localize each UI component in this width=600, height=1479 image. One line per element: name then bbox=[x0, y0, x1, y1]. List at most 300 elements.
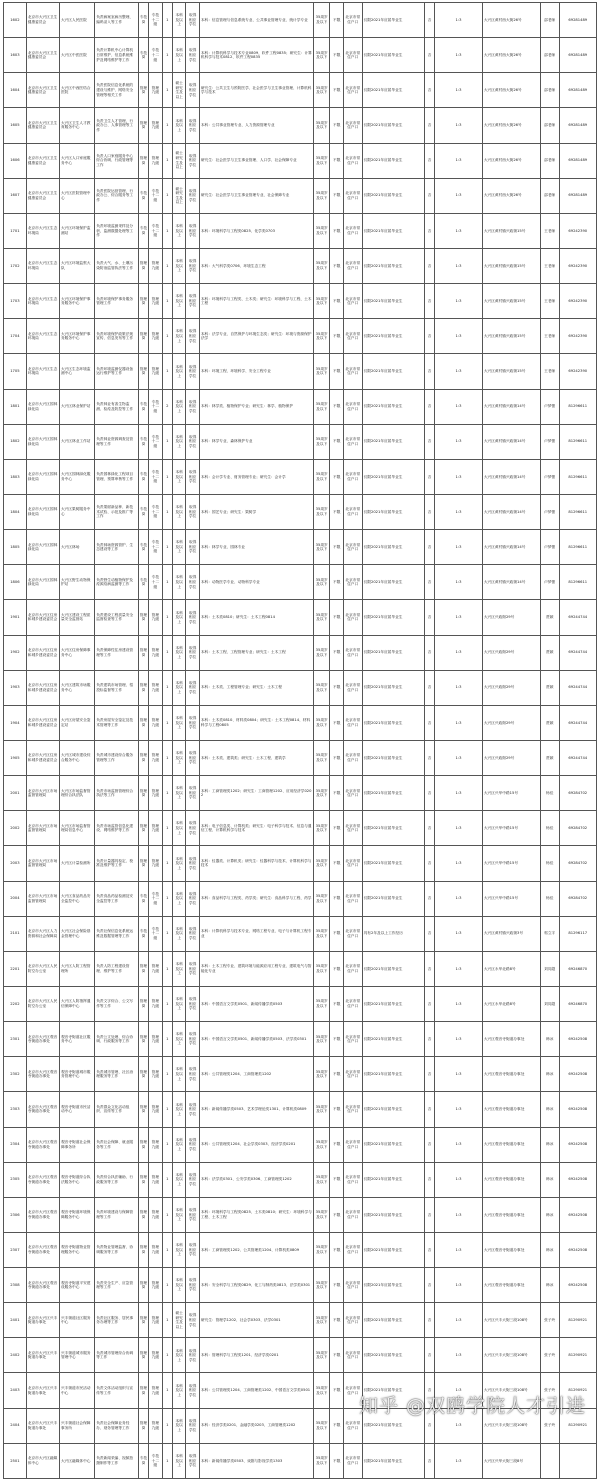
cell-deg: 取得相应学位 bbox=[186, 1268, 199, 1303]
cell-other: 仅限2021年应届毕业生 bbox=[362, 600, 424, 635]
cell-level: 专技十二级 bbox=[149, 1443, 162, 1478]
cell-dept: 大兴区融媒体中心 bbox=[59, 1443, 94, 1478]
cell-addr: 大兴区黄村镇兴政街15号 bbox=[482, 248, 540, 283]
table-row bbox=[4, 846, 597, 881]
cell-unit: 北京市大兴区兴丰街道办事处 bbox=[26, 1373, 59, 1408]
cell-dept: 大兴区食品药品安全监控中心 bbox=[59, 881, 94, 916]
cell-contact: 韩冰 bbox=[540, 1162, 559, 1197]
cell-phone: 69242508 bbox=[559, 1057, 596, 1092]
cell-deg: 取得相应学位 bbox=[186, 811, 199, 846]
cell-level: 管理九级 bbox=[149, 1022, 162, 1057]
cell-unit: 北京市大兴区观音寺街道办事处 bbox=[26, 1197, 59, 1232]
cell-major: 本科：中国语言文学类0501、新闻传播学类0503、法学类0301 bbox=[199, 1022, 313, 1057]
cell-unit: 北京市大兴区卫生健康委员会 bbox=[26, 143, 59, 178]
cell-type: 管理岗 bbox=[138, 951, 148, 986]
cell-phone: 69284702 bbox=[559, 881, 596, 916]
cell-exam: 否 bbox=[424, 1373, 434, 1408]
cell-hukou: 北京市常住户口 bbox=[343, 1338, 362, 1373]
cell-major: 本科：林学专业、园林专业 bbox=[199, 530, 313, 565]
cell-other: 仅限2021年应届毕业生 bbox=[362, 530, 424, 565]
cell-pol: 不限 bbox=[330, 776, 343, 811]
cell-contact: 邵老师 bbox=[540, 38, 559, 73]
table-row bbox=[4, 705, 597, 740]
cell-deg: 取得相应学位 bbox=[186, 670, 199, 705]
cell-duty: 负责环境监测采样及分析，监测数据处理等工作 bbox=[95, 213, 139, 248]
cell-exam: 否 bbox=[424, 319, 434, 354]
cell-pol: 不限 bbox=[330, 143, 343, 178]
cell-deg: 取得相应学位 bbox=[186, 1022, 199, 1057]
cell-hukou: 北京市常住户口 bbox=[343, 1408, 362, 1443]
cell-contact: 杨佳 bbox=[540, 846, 559, 881]
cell-code: 2401 bbox=[4, 1303, 27, 1338]
cell-phone: 69244744 bbox=[559, 670, 596, 705]
cell-type: 管理岗 bbox=[138, 1057, 148, 1092]
cell-contact: 杨佳 bbox=[540, 811, 559, 846]
cell-code: 1904 bbox=[4, 705, 27, 740]
cell-hukou: 北京市常住户口 bbox=[343, 248, 362, 283]
cell-deg: 取得相应学位 bbox=[186, 424, 199, 459]
cell-age: 35周岁及以下 bbox=[313, 213, 330, 248]
cell-type: 管理岗 bbox=[138, 846, 148, 881]
cell-contact: 贾颖 bbox=[540, 635, 559, 670]
cell-exam: 否 bbox=[424, 1092, 434, 1127]
cell-duty: 负责野生动植物保护及疫源疫病监测等工作 bbox=[95, 565, 139, 600]
cell-other: 仅限2021年应届毕业生 bbox=[362, 1408, 424, 1443]
cell-level: 管理九级 bbox=[149, 354, 162, 389]
cell-code: 1803 bbox=[4, 459, 27, 494]
cell-edu: 本科及以上 bbox=[172, 319, 185, 354]
cell-other: 仅限2021年应届毕业生 bbox=[362, 1268, 424, 1303]
cell-contact: 贾颖 bbox=[540, 600, 559, 635]
cell-level: 管理九级 bbox=[149, 1197, 162, 1232]
cell-type: 专技岗 bbox=[138, 494, 148, 529]
cell-exam: 否 bbox=[424, 811, 434, 846]
cell-hukou: 北京市常住户口 bbox=[343, 1022, 362, 1057]
cell-contact: 卢梦蕾 bbox=[540, 530, 559, 565]
cell-n: 1 bbox=[162, 811, 172, 846]
cell-age: 35周岁及以下 bbox=[313, 1232, 330, 1267]
cell-n: 1 bbox=[162, 1092, 172, 1127]
cell-addr: 大兴区观音寺街道办事处 bbox=[482, 1232, 540, 1267]
cell-addr: 大兴区黄村镇兴政街14号 bbox=[482, 530, 540, 565]
cell-phone: 81296611 bbox=[559, 494, 596, 529]
cell-contact: 郭立宇 bbox=[540, 916, 559, 951]
cell-age: 35周岁及以下 bbox=[313, 530, 330, 565]
cell-pol: 不限 bbox=[330, 38, 343, 73]
table-row bbox=[4, 1092, 597, 1127]
cell-level: 管理九级 bbox=[149, 600, 162, 635]
cell-ratio: 1:3 bbox=[435, 284, 483, 319]
cell-edu: 本科及以上 bbox=[172, 1443, 185, 1478]
cell-n: 1 bbox=[162, 565, 172, 600]
cell-dept: 观音寺街道市民活动中心 bbox=[59, 1092, 94, 1127]
table-row bbox=[4, 213, 597, 248]
cell-unit: 北京市大兴区住房和城乡建设委员会 bbox=[26, 635, 59, 670]
cell-major: 本科：环境科学与工程类0825、土木类0810；研究生：环境科学与工程、土木工程 bbox=[199, 1197, 313, 1232]
cell-n: 1 bbox=[162, 1338, 172, 1373]
cell-addr: 大兴区观音寺街道办事处 bbox=[482, 1268, 540, 1303]
table-row bbox=[4, 354, 597, 389]
cell-age: 35周岁及以下 bbox=[313, 846, 330, 881]
cell-ratio: 1:3 bbox=[435, 108, 483, 143]
cell-code: 1801 bbox=[4, 389, 27, 424]
cell-phone: 81296117 bbox=[559, 916, 596, 951]
cell-unit: 北京市大兴区观音寺街道办事处 bbox=[26, 1092, 59, 1127]
cell-pol: 不限 bbox=[330, 740, 343, 775]
cell-phone: 69244744 bbox=[559, 705, 596, 740]
cell-phone: 69242508 bbox=[559, 1268, 596, 1303]
cell-contact: 王老师 bbox=[540, 213, 559, 248]
cell-contact: 王老师 bbox=[540, 354, 559, 389]
cell-code: 1804 bbox=[4, 494, 27, 529]
cell-ratio: 1:3 bbox=[435, 459, 483, 494]
cell-duty: 负责文字综合、公文写作等工作 bbox=[95, 986, 139, 1021]
table-row bbox=[4, 389, 597, 424]
cell-major: 本科：公共事业管理专业、人力资源管理专业 bbox=[199, 108, 313, 143]
cell-addr: 大兴区兴政街29号 bbox=[482, 705, 540, 740]
cell-dept: 大兴区中西医结合医院 bbox=[59, 73, 94, 108]
cell-phone: 69281489 bbox=[559, 38, 596, 73]
cell-contact: 韩冰 bbox=[540, 1232, 559, 1267]
cell-duty: 负责文体活动组织与宣传等工作 bbox=[95, 1373, 139, 1408]
cell-pol: 不限 bbox=[330, 213, 343, 248]
cell-pol: 不限 bbox=[330, 459, 343, 494]
cell-type: 管理岗 bbox=[138, 740, 148, 775]
cell-n: 1 bbox=[162, 1127, 172, 1162]
cell-deg: 取得相应学位 bbox=[186, 1162, 199, 1197]
cell-level: 管理九级 bbox=[149, 1057, 162, 1092]
cell-unit: 北京市大兴区住房和城乡建设委员会 bbox=[26, 670, 59, 705]
cell-ratio: 1:3 bbox=[435, 600, 483, 635]
cell-ratio: 1:3 bbox=[435, 1057, 483, 1092]
cell-deg: 取得相应学位 bbox=[186, 389, 199, 424]
cell-major: 本科：法学专业、自然保护与环境生态类；研究生：环境与资源保护法学 bbox=[199, 319, 313, 354]
table-row bbox=[4, 565, 597, 600]
cell-age: 35周岁及以下 bbox=[313, 3, 330, 38]
cell-code: 1604 bbox=[4, 73, 27, 108]
cell-deg: 取得相应学位 bbox=[186, 776, 199, 811]
cell-n: 1 bbox=[162, 916, 172, 951]
cell-major: 本科：环境科学与工程类0825、化学类0703 bbox=[199, 213, 313, 248]
cell-addr: 大兴区黄村西大街26号 bbox=[482, 178, 540, 213]
cell-ratio: 1:3 bbox=[435, 1338, 483, 1373]
cell-pol: 不限 bbox=[330, 1197, 343, 1232]
cell-duty: 负责计算机中心计算机日常维护、信息系统维护及网络维护等工作 bbox=[95, 38, 139, 73]
cell-age: 35周岁及以下 bbox=[313, 705, 330, 740]
cell-major: 本科：工商管理类1202、公共管理类1204、计算机类0809 bbox=[199, 1232, 313, 1267]
cell-exam: 否 bbox=[424, 776, 434, 811]
cell-code: 1902 bbox=[4, 635, 27, 670]
cell-phone: 81290921 bbox=[559, 1303, 596, 1338]
cell-contact: 邵老师 bbox=[540, 178, 559, 213]
cell-deg: 取得相应学位 bbox=[186, 1408, 199, 1443]
cell-age: 35周岁及以下 bbox=[313, 881, 330, 916]
cell-other: 仅限2021年应届毕业生 bbox=[362, 565, 424, 600]
cell-pol: 不限 bbox=[330, 178, 343, 213]
cell-code: 2301 bbox=[4, 1022, 27, 1057]
cell-contact: 韩冰 bbox=[540, 1022, 559, 1057]
cell-other: 仅限2021年应届毕业生 bbox=[362, 740, 424, 775]
cell-code: 1703 bbox=[4, 284, 27, 319]
cell-addr: 大兴区永华北路8号 bbox=[482, 986, 540, 1021]
cell-type: 专技岗 bbox=[138, 530, 148, 565]
cell-level: 管理九级 bbox=[149, 1232, 162, 1267]
cell-type: 专技岗 bbox=[138, 1443, 148, 1478]
cell-exam: 否 bbox=[424, 354, 434, 389]
cell-other: 仅限2021年应届毕业生 bbox=[362, 881, 424, 916]
cell-exam: 否 bbox=[424, 635, 434, 670]
cell-hukou: 北京市常住户口 bbox=[343, 1092, 362, 1127]
cell-deg: 取得相应学位 bbox=[186, 459, 199, 494]
cell-code: 1602 bbox=[4, 3, 27, 38]
cell-age: 35周岁及以下 bbox=[313, 951, 330, 986]
cell-edu: 本科及以上 bbox=[172, 705, 185, 740]
cell-age: 35周岁及以下 bbox=[313, 389, 330, 424]
cell-deg: 取得相应学位 bbox=[186, 1127, 199, 1162]
cell-addr: 大兴区兴丰大街三段108号 bbox=[482, 1338, 540, 1373]
cell-phone: 69284702 bbox=[559, 811, 596, 846]
cell-deg: 取得相应学位 bbox=[186, 143, 199, 178]
cell-n: 1 bbox=[162, 108, 172, 143]
cell-unit: 北京市大兴区园林绿化局 bbox=[26, 424, 59, 459]
cell-exam: 否 bbox=[424, 1127, 434, 1162]
cell-hukou: 北京市常住户口 bbox=[343, 424, 362, 459]
cell-hukou: 北京市常住户口 bbox=[343, 776, 362, 811]
cell-deg: 取得相应学位 bbox=[186, 635, 199, 670]
cell-deg: 取得相应学位 bbox=[186, 881, 199, 916]
cell-n: 1 bbox=[162, 143, 172, 178]
cell-hukou: 北京市常住户口 bbox=[343, 3, 362, 38]
cell-level: 管理九级 bbox=[149, 986, 162, 1021]
cell-type: 专技岗 bbox=[138, 213, 148, 248]
cell-exam: 否 bbox=[424, 565, 434, 600]
cell-n: 1 bbox=[162, 1408, 172, 1443]
cell-other: 仅限2021年应届毕业生 bbox=[362, 389, 424, 424]
cell-edu: 本科及以上 bbox=[172, 951, 185, 986]
cell-contact: 韩冰 bbox=[540, 1057, 559, 1092]
cell-code: 2004 bbox=[4, 881, 27, 916]
cell-phone: 69281489 bbox=[559, 73, 596, 108]
cell-deg: 取得相应学位 bbox=[186, 916, 199, 951]
cell-code: 2303 bbox=[4, 1092, 27, 1127]
table-row bbox=[4, 670, 597, 705]
cell-dept: 大兴区住房保障事务中心 bbox=[59, 635, 94, 670]
cell-code: 1903 bbox=[4, 670, 27, 705]
table-row bbox=[4, 319, 597, 354]
cell-pol: 不限 bbox=[330, 881, 343, 916]
cell-pol: 不限 bbox=[330, 494, 343, 529]
cell-unit: 北京市大兴区观音寺街道办事处 bbox=[26, 1057, 59, 1092]
table-row bbox=[4, 1443, 597, 1478]
cell-pol: 不限 bbox=[330, 1092, 343, 1127]
cell-phone: 69242508 bbox=[559, 1092, 596, 1127]
cell-type: 管理岗 bbox=[138, 1022, 148, 1057]
cell-hukou: 北京市常住户口 bbox=[343, 1127, 362, 1162]
cell-ratio: 1:3 bbox=[435, 635, 483, 670]
cell-n: 1 bbox=[162, 600, 172, 635]
cell-age: 35周岁及以下 bbox=[313, 1162, 330, 1197]
cell-edu: 本科及以上 bbox=[172, 881, 185, 916]
cell-dept: 观音寺街道平安建设服务中心 bbox=[59, 1268, 94, 1303]
cell-level: 管理九级 bbox=[149, 1127, 162, 1162]
cell-contact bbox=[540, 1443, 559, 1478]
cell-type: 管理岗 bbox=[138, 1303, 148, 1338]
table-row bbox=[4, 1338, 597, 1373]
cell-pol: 不限 bbox=[330, 108, 343, 143]
cell-hukou: 北京市常住户口 bbox=[343, 740, 362, 775]
cell-contact: 贾颖 bbox=[540, 670, 559, 705]
cell-code: 2003 bbox=[4, 846, 27, 881]
cell-pol: 不限 bbox=[330, 600, 343, 635]
cell-major: 本科：食品科学与工程类、药学类；研究生：食品科学与工程、药学 bbox=[199, 881, 313, 916]
cell-major: 本科：大气科学类0706、环境生态工程 bbox=[199, 248, 313, 283]
cell-ratio: 1:3 bbox=[435, 38, 483, 73]
cell-deg: 取得相应学位 bbox=[186, 248, 199, 283]
table-row bbox=[4, 1232, 597, 1267]
cell-age: 35周岁及以下 bbox=[313, 986, 330, 1021]
cell-phone: 69242508 bbox=[559, 1197, 596, 1232]
cell-addr: 大兴区黄村镇兴政街14号 bbox=[482, 389, 540, 424]
cell-age: 35周岁及以下 bbox=[313, 1408, 330, 1443]
cell-hukou: 北京市常住户口 bbox=[343, 1373, 362, 1408]
cell-edu: 本科及以上 bbox=[172, 846, 185, 881]
cell-contact: 韩冰 bbox=[540, 1197, 559, 1232]
cell-type: 管理岗 bbox=[138, 1232, 148, 1267]
cell-addr: 大兴区兴丰大街三段108号 bbox=[482, 1373, 540, 1408]
cell-n: 1 bbox=[162, 986, 172, 1021]
cell-code: 2308 bbox=[4, 1268, 27, 1303]
cell-addr: 大兴区黄村镇兴政街14号 bbox=[482, 459, 540, 494]
cell-code: 1704 bbox=[4, 319, 27, 354]
cell-ratio: 1:3 bbox=[435, 1443, 483, 1478]
cell-unit: 北京市大兴区生态环境局 bbox=[26, 284, 59, 319]
cell-code: 1802 bbox=[4, 424, 27, 459]
cell-type: 管理岗 bbox=[138, 635, 148, 670]
cell-contact: 张子玲 bbox=[540, 1303, 559, 1338]
cell-other: 仅限2021年应届毕业生 bbox=[362, 3, 424, 38]
cell-other: 仅限2021年应届毕业生 bbox=[362, 635, 424, 670]
cell-n: 1 bbox=[162, 3, 172, 38]
cell-addr: 大兴区黄村镇兴政街15号 bbox=[482, 213, 540, 248]
cell-age: 35周岁及以下 bbox=[313, 108, 330, 143]
cell-edu: 本科及以上 bbox=[172, 635, 185, 670]
cell-level: 管理九级 bbox=[149, 635, 162, 670]
cell-duty: 负责医院运营管理、行政办公、综合服务等工作 bbox=[95, 178, 139, 213]
cell-other: 仅限2021年应届毕业生 bbox=[362, 143, 424, 178]
table-row bbox=[4, 530, 597, 565]
cell-unit: 北京市大兴区观音寺街道办事处 bbox=[26, 1268, 59, 1303]
cell-major: 研究生：管理学1202、社会学0303、法学0301 bbox=[199, 1303, 313, 1338]
cell-other: 仅限2021年应届毕业生 bbox=[362, 1092, 424, 1127]
cell-edu: 本科及以上 bbox=[172, 494, 185, 529]
cell-age: 35周岁及以下 bbox=[313, 670, 330, 705]
cell-age: 35周岁及以下 bbox=[313, 143, 330, 178]
table-row bbox=[4, 916, 597, 951]
cell-major: 本科：新闻传播学类0503、戏剧与影视学类1303 bbox=[199, 1443, 313, 1478]
cell-unit: 北京市大兴区卫生健康委员会 bbox=[26, 108, 59, 143]
cell-ratio: 1:3 bbox=[435, 1232, 483, 1267]
cell-code: 1606 bbox=[4, 143, 27, 178]
cell-exam: 否 bbox=[424, 178, 434, 213]
cell-ratio: 1:3 bbox=[435, 1408, 483, 1443]
cell-pol: 不限 bbox=[330, 354, 343, 389]
cell-unit: 北京市大兴区卫生健康委员会 bbox=[26, 38, 59, 73]
cell-level: 管理九级 bbox=[149, 248, 162, 283]
cell-hukou: 北京市常住户口 bbox=[343, 389, 362, 424]
cell-dept: 观音寺街道物业管理服务中心 bbox=[59, 1232, 94, 1267]
cell-addr: 大兴区兴政街29号 bbox=[482, 740, 540, 775]
cell-dept: 大兴区人防工程管理所 bbox=[59, 951, 94, 986]
cell-dept: 大兴区环境保护监测站 bbox=[59, 213, 94, 248]
cell-unit: 北京市大兴区观音寺街道办事处 bbox=[26, 1232, 59, 1267]
cell-phone: 69242390 bbox=[559, 248, 596, 283]
cell-type: 管理岗 bbox=[138, 811, 148, 846]
cell-phone: 69246870 bbox=[559, 951, 596, 986]
cell-exam: 否 bbox=[424, 248, 434, 283]
cell-n: 1 bbox=[162, 248, 172, 283]
table-row bbox=[4, 494, 597, 529]
cell-contact: 杨佳 bbox=[540, 881, 559, 916]
cell-duty: 负责建设工程质量安全监督检查等工作 bbox=[95, 600, 139, 635]
cell-hukou: 北京市常住户口 bbox=[343, 565, 362, 600]
cell-duty: 负责环境保护事务服务管理工作 bbox=[95, 284, 139, 319]
table-row bbox=[4, 740, 597, 775]
cell-hukou: 北京市常住户口 bbox=[343, 38, 362, 73]
cell-ratio: 1:3 bbox=[435, 986, 483, 1021]
cell-hukou: 北京市常住户口 bbox=[343, 143, 362, 178]
cell-unit: 北京市大兴区卫生健康委员会 bbox=[26, 3, 59, 38]
cell-duty: 负责林业有害生物监测、检疫及防控等工作 bbox=[95, 389, 139, 424]
cell-edu: 硕士研究生及以上 bbox=[172, 1303, 185, 1338]
cell-type: 专技岗 bbox=[138, 881, 148, 916]
cell-edu: 本科及以上 bbox=[172, 1162, 185, 1197]
cell-deg: 取得相应学位 bbox=[186, 1197, 199, 1232]
cell-deg: 取得相应学位 bbox=[186, 213, 199, 248]
cell-edu: 本科及以上 bbox=[172, 1408, 185, 1443]
cell-level: 管理九级 bbox=[149, 73, 162, 108]
cell-hukou: 北京市常住户口 bbox=[343, 846, 362, 881]
cell-dept: 观音寺街道城市服务管理中心 bbox=[59, 1057, 94, 1092]
cell-deg: 取得相应学位 bbox=[186, 846, 199, 881]
cell-ratio: 1:3 bbox=[435, 705, 483, 740]
cell-type: 管理岗 bbox=[138, 600, 148, 635]
cell-dept: 大兴区人民医院 bbox=[59, 3, 94, 38]
table-row bbox=[4, 951, 597, 986]
cell-hukou: 北京市常住户口 bbox=[343, 1303, 362, 1338]
cell-type: 专技岗 bbox=[138, 565, 148, 600]
cell-ratio: 1:3 bbox=[435, 776, 483, 811]
cell-deg: 取得相应学位 bbox=[186, 3, 199, 38]
cell-type: 管理岗 bbox=[138, 670, 148, 705]
cell-phone: 69244744 bbox=[559, 600, 596, 635]
cell-edu: 本科及以上 bbox=[172, 1373, 185, 1408]
cell-ratio: 1:3 bbox=[435, 319, 483, 354]
cell-major: 研究生：公共卫生与预防医学、社会医学与卫生事业管理、计算机科学与技术 bbox=[199, 73, 313, 108]
cell-exam: 否 bbox=[424, 1268, 434, 1303]
cell-edu: 本科及以上 bbox=[172, 1268, 185, 1303]
cell-duty: 负责环境建设与保障管理等工作 bbox=[95, 1197, 139, 1232]
cell-hukou: 北京市常住户口 bbox=[343, 811, 362, 846]
cell-other: 仅限2021年应届毕业生 bbox=[362, 1127, 424, 1162]
cell-addr: 大兴区观音寺街道办事处 bbox=[482, 1057, 540, 1092]
cell-ratio: 1:3 bbox=[435, 143, 483, 178]
cell-dept: 大兴区生态环境监测中心 bbox=[59, 354, 94, 389]
cell-n: 1 bbox=[162, 530, 172, 565]
cell-type: 管理岗 bbox=[138, 284, 148, 319]
cell-unit: 北京市大兴区市场监督管理局 bbox=[26, 776, 59, 811]
cell-n: 1 bbox=[162, 1022, 172, 1057]
cell-code: 2403 bbox=[4, 1373, 27, 1408]
